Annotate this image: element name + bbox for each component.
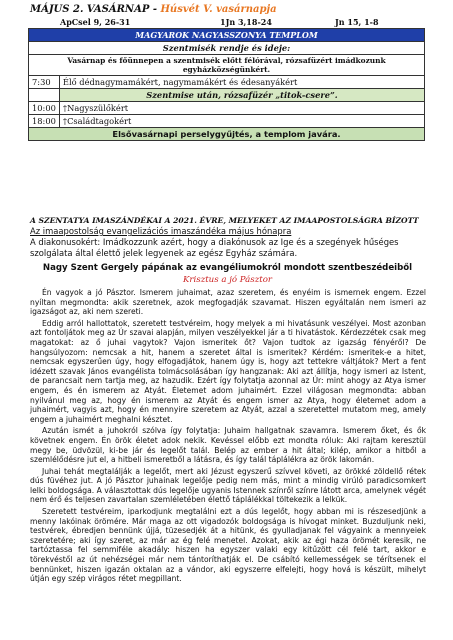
prayer-intention bbox=[30, 215, 425, 259]
schedule-title: Szentmisék rendje és ideje: bbox=[29, 42, 425, 55]
table-row bbox=[29, 76, 425, 89]
mass-intention: †Nagyszülőkért bbox=[59, 102, 424, 115]
table-row bbox=[29, 89, 425, 102]
body-paragraph: Juhai tehát megtalálják a legelőt, mert aki Jézust egyszerű szívvel követi, az örökké zöldellő rétek dús füvéhez jut. A jó Pásztor juhainak legelője pedig nem más, mint a mindig virúló paradicsomkert lelki boldogsága. A választottak dús legelője ugyanis Istennek színről színre látott arca, amelynek végét nem érő és teljesen zavartalan szemléletében élettő táplálékkal töltekezik a lelkük. bbox=[30, 466, 426, 505]
mass-intention: Szentmise után, rózsafüzér „titok-csere”. bbox=[59, 89, 424, 102]
table-row bbox=[29, 115, 425, 128]
header-separator: - bbox=[149, 4, 161, 15]
page-header bbox=[30, 4, 277, 15]
reading-body bbox=[30, 288, 426, 586]
mass-time bbox=[29, 89, 60, 102]
mass-intention: †Családtagokért bbox=[59, 115, 424, 128]
church-banner: MAGYAROK NAGYASSZONYA TEMPLOM bbox=[29, 29, 425, 42]
body-paragraph: Azután ismét a juhokról szólva így folytatja: Juhaim hallgatnak szavamra. Ismerem őket, és ők követnek engem. Én örök életet adok nekik. Kevéssel előbb ezt mondta róluk: Aki rajtam keresztül megy be, üdvözül, ki-be jár és legelőt talál. Belép az ember a hit által; kilép, amikor a hitből a szemlélődésre jut el, a hitbeli ismeretből a látásra, és így talál táplálékra az örök lakomán. bbox=[30, 426, 426, 465]
body-paragraph: Én vagyok a jó Pásztor. Ismerem juhaimat, azaz szeretem, és enyéim is ismernek engem. Ezzel nyíltan megmondta: akik szeretnek, azok megfogadják szavamat. Hiszen egyáltalán nem ismeri az igazságot az, aki nem szereti. bbox=[30, 288, 426, 317]
reading-ref-3: Jn 15, 1-8 bbox=[335, 17, 379, 27]
reading-title: Nagy Szent Gergely pápának az evangéliumokról mondott szentbeszédeiből bbox=[42, 263, 413, 273]
mass-schedule-table bbox=[28, 28, 425, 141]
reading-subtitle: Krisztus a jó Pásztor bbox=[183, 275, 272, 285]
mass-time: 10:00 bbox=[29, 102, 60, 115]
reading-ref-1: ApCsel 9, 26-31 bbox=[60, 17, 131, 27]
intention-text: A diakonusokért: Imádkozzunk azért, hogy a diakónusok az Ige és a szegények hűséges szolgálata által élettő jelek legyenek az egész Egyház számára. bbox=[30, 237, 399, 258]
body-paragraph: Eddig arról hallottatok, szeretett testvéreim, hogy melyek a mi hivatásunk veszélyei. Most azonban azt fontoljátok meg az Úr szavai alapján, milyen veszélyekkel jár a ti hivatástok. Kérdezzétek csak meg magatokat: az ő juhai vagytok? Vajon ismeritek őt? Vajon tudtok az igazság fényéről? De hangsúlyozom: nemcsak a hit, hanem a szeretet által is ismeritek? Kérdém: ismeritek-e a hitet, nemcsak egyszerűen úgy, hogy elfogadjátok, hanem úgy is, hogy azt tettekre váltjátok? Mert a fent idézett szavak János evangélista tolmácsolásában így hangzanak: Aki azt állítja, hogy ismeri az Istent, de parancsait nem tartja meg, az hazudik. Ezért így folytatja azonnal az Úr: mint ahogy az Atya ismer engem, és én ismerem az Atyát. Életemet adom juhaimért. Ezzel világosan megmondta: abban nyilvánul meg az, hogy én ismerem az Atyát és engem ismer az Atya, hogy életemet adom a juhaimért, vagyis azt, hogy én mennyire szeretem az Atyát, azzal a szeretettel mutatom meg, amely engem a juhaimért meghalni késztet. bbox=[30, 318, 426, 424]
body-paragraph: Szeretett testvéreim, iparkodjunk megtalálni ezt a dús legelőt, hogy abban mi is részesedjünk a menny lakóinak örömére. Már maga az ott vigadozók boldogsága is hívogat minket. Buzduljunk neki, testvérek, ébredjen bennünk újjá, tüzesedjék át a hitünk, és gyulladjanak fel vágyaink a mennyeiek szeretetére; aki így szeret, az már az ég felé menetel. Azokat, akik az égi haza örömét keresik, ne tartóztassa fel semmiféle akadály: hiszen ha egyszer valaki egy kitűzött cél felé tart, akkor e törekvéstől az út nehézségei már nem tántoríthatják el. De csábító kellemességek se térítsenek el bennünket, hiszen igazán oktalan az a vándor, aki egyszerre elfelejti, hogy hová is készült, mihelyt útján egy szép virágos rétet megpillant. bbox=[30, 507, 426, 584]
intention-subheading: Az imaapostolság evangelizációs imaszándéka május hónapra bbox=[30, 226, 292, 236]
header-title: MÁJUS 2. VASÁRNAP bbox=[30, 4, 150, 15]
reading-ref-2: 1Jn 3,18-24 bbox=[220, 17, 272, 27]
intention-heading: A SZENTATYA IMASZÁNDÉKAI A 2021. ÉVRE, MELYEKET AZ IMAAPOSTOLSÁGRA BÍZOTT bbox=[30, 216, 419, 225]
rosary-notice: Vasárnap és főünnepen a szentmisék előtt félórával, rózsafüzért imádkozunk egyházközségünkért. bbox=[29, 55, 425, 76]
collection-notice: Elsővasárnapi perselygyűjtés, a templom javára. bbox=[29, 128, 425, 141]
mass-intention: Élő dédnagymamákért, nagymamákért és édesanyákért bbox=[59, 76, 424, 89]
mass-time: 7:30 bbox=[29, 76, 60, 89]
header-feast: Húsvét V. vasárnapja bbox=[160, 4, 277, 15]
table-row bbox=[29, 102, 425, 115]
mass-time: 18:00 bbox=[29, 115, 60, 128]
